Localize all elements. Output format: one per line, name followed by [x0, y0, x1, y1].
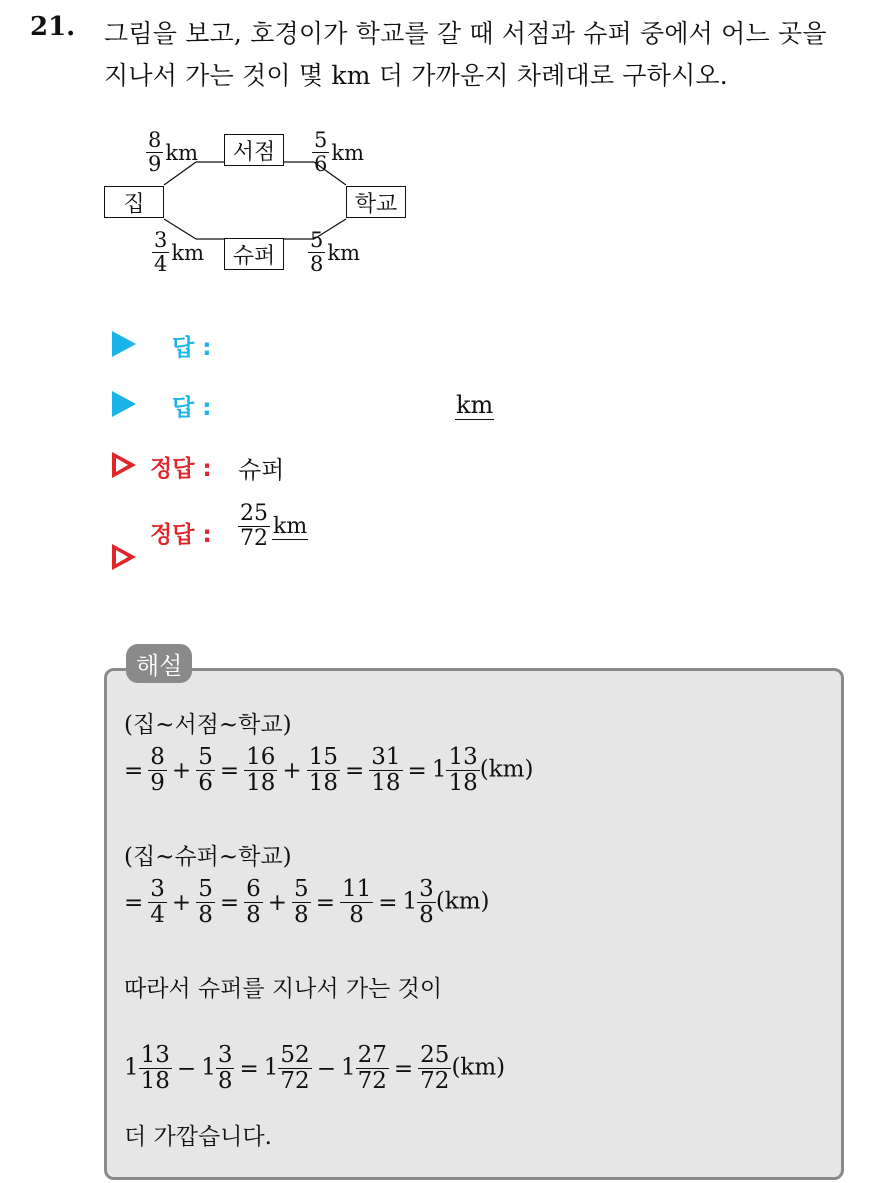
bookstore-box: [224, 134, 284, 166]
distance-bookstore-school: $\frac{5}{6}$ km: [314, 128, 365, 176]
correct-answer-2: $\frac{25}{72}$ km: [240, 501, 308, 551]
explanation-difference-equation: 1 $\frac{13}{18}$ − 1 $\frac{3}{8}$ = 1 $\frac{52}{72}$ − 1 $\frac{27}{72}$ = $\frac{25}{72}$ (km): [124, 1042, 506, 1094]
school-label: 학교: [354, 191, 398, 217]
explanation-path2-equation: = $\frac{3}{4}$ + $\frac{5}{8}$ = $\frac{6}{8}$ + $\frac{5}{8}$ = $\frac{11}{8}$ = 1 $\frac{3}{8}$ (km): [124, 876, 490, 928]
correct-arrow-icon: [112, 452, 136, 478]
explanation-conclusion-2: 더 가깝습니다.: [124, 1124, 272, 1150]
correct-arrow-icon: [112, 544, 136, 570]
answer-arrow-icon: [112, 391, 136, 417]
answer-unit: km: [456, 391, 494, 419]
question-text-line1: 그림을 보고, 호경이가 학교를 갈 때 서점과 슈퍼 중에서 어느 곳을: [104, 19, 827, 48]
explanation-path1-equation: = $\frac{8}{9}$ + $\frac{5}{6}$ = $\frac{16}{18}$ + $\frac{15}{18}$ = $\frac{31}{18}$ = 1 $\frac{13}{18}$ (km): [124, 744, 534, 796]
home-label: 집: [123, 191, 145, 217]
answer-label-1: 답 :: [172, 335, 212, 361]
distance-home-supermarket: $\frac{3}{4}$ km: [154, 228, 205, 276]
correct-label-1: 정답 :: [150, 456, 212, 482]
home-box: [104, 186, 164, 218]
explanation-tab: 해설: [126, 644, 192, 683]
explanation-path2-title: (집~슈퍼~학교): [124, 844, 292, 870]
question-text-line2: 지나서 가는 것이 몇 km 더 가까운지 차례대로 구하시오.: [104, 61, 728, 90]
supermarket-box: [224, 238, 284, 270]
bookstore-label: 서점: [232, 139, 276, 165]
explanation-path1-title: (집~서점~학교): [124, 712, 292, 738]
explanation-conclusion-1: 따라서 슈퍼를 지나서 가는 것이: [124, 976, 443, 1002]
supermarket-label: 슈퍼: [232, 243, 276, 269]
route-lines: [0, 0, 884, 300]
answer-label-2: 답 :: [172, 395, 212, 421]
route-diagram: [0, 0, 884, 300]
question-number: 21.: [30, 12, 76, 42]
answer-arrow-icon: [112, 331, 136, 357]
distance-home-bookstore: $\frac{8}{9}$ km: [148, 128, 199, 176]
distance-supermarket-school: $\frac{5}{8}$ km: [310, 228, 361, 276]
correct-answer-1: 슈퍼: [238, 456, 285, 484]
correct-label-2: 정답 :: [150, 522, 212, 548]
school-box: [346, 186, 406, 218]
